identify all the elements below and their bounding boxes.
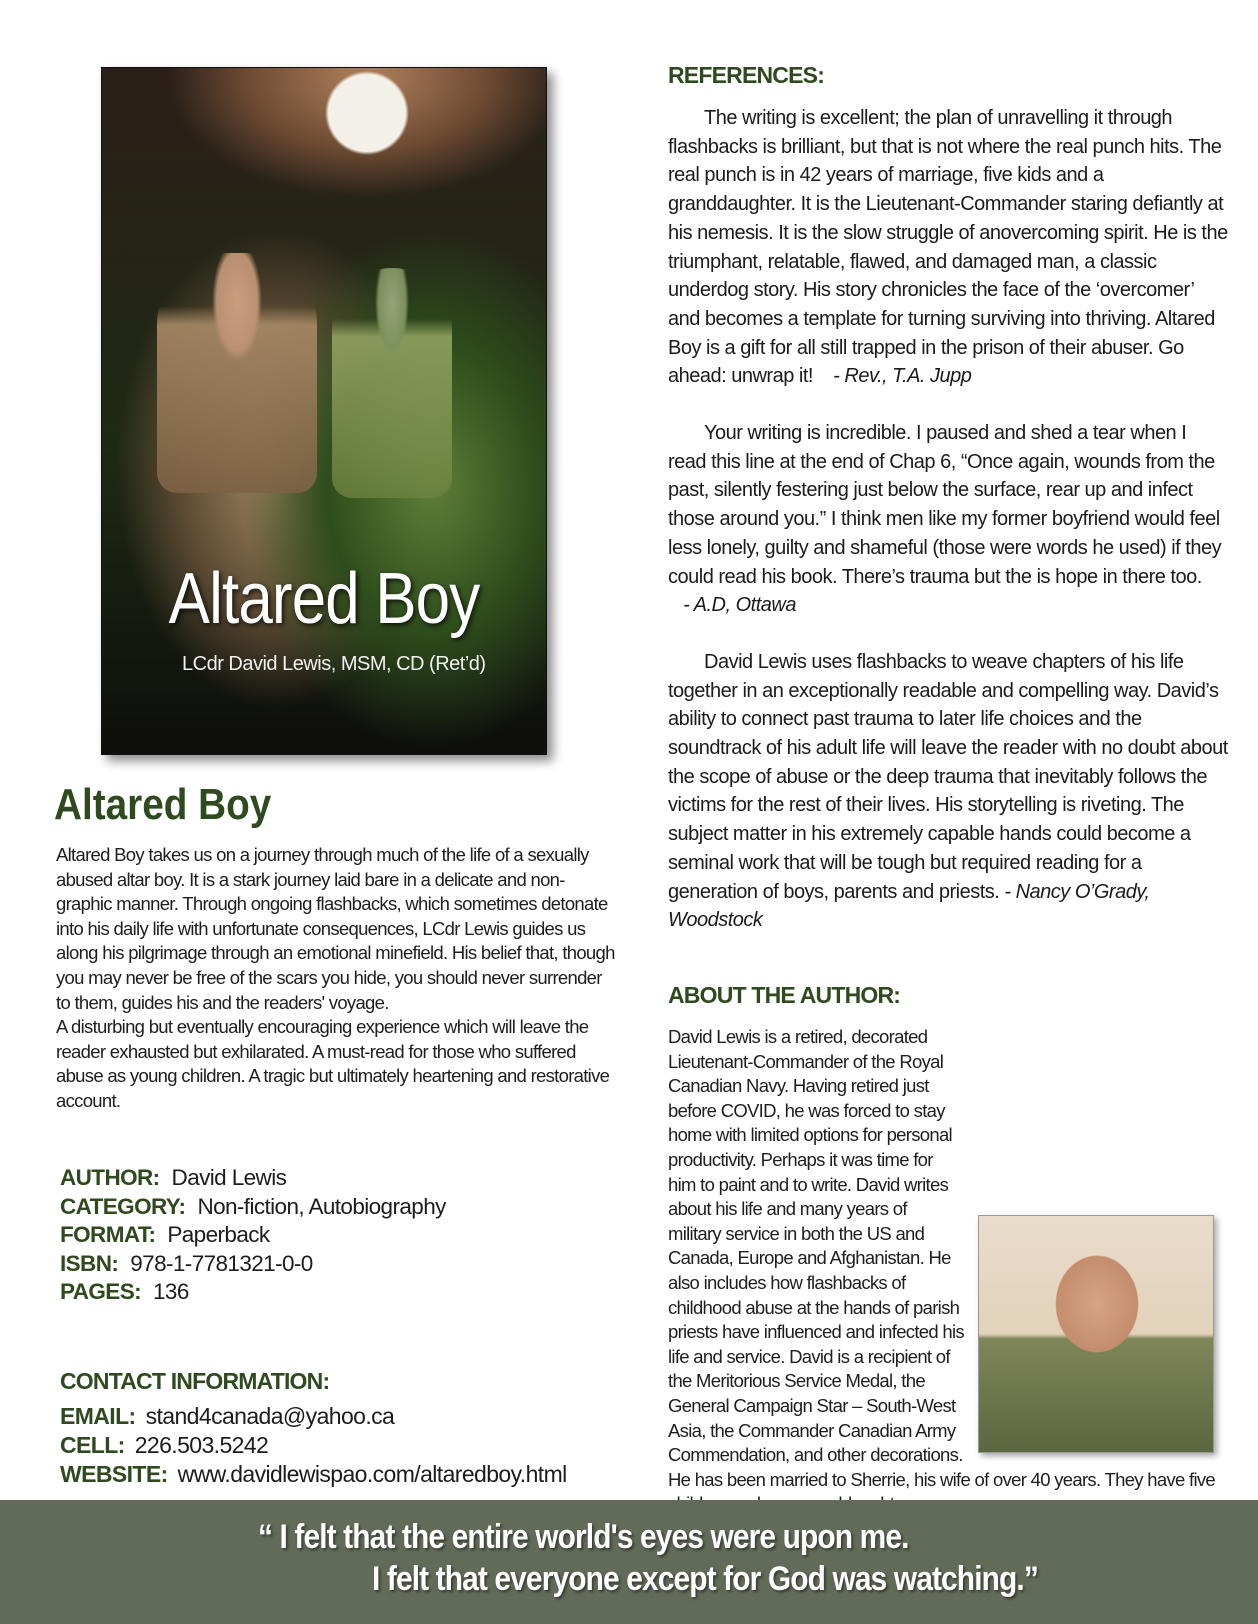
contact-cell: CELL: 226.503.5242 [60, 1432, 269, 1458]
reference-item: Your writing is incredible. I paused and shed a tear when I read this line at the end of Chap 6, “Once again, wounds from the past, silently festering just below the surface, rear up and infect those around you.” I think men like my former boyfriend would feel less lonely, guilty and shameful (those were words he used) if they could read his book. There’s trauma but the is hope in there too. - A.D, Ottawa [668, 422, 1222, 617]
cover-author-line: LCdr David Lewis, MSM, CD (Ret’d) [182, 653, 486, 675]
contact-info [60, 1402, 567, 1489]
synopsis-paragraph: Altared Boy takes us on a journey through much of the life of a sexually abused altar boy. It is a stark journey laid bare in a delicate and non-graphic manner. Through ongoing flashbacks, which sometimes detonate into his daily life with unfortunate consequences, LCdr Lewis guides us along his pilgrimage through an emotional minefield. His belief that, though you may never be free of the scars you hide, you should never surrender to them, guides his and the readers' voyage. [56, 844, 615, 1013]
about-text: David Lewis is a retired, decorated Lieutenant-Commander of the Royal Canadian Navy. Having retired just before COVID, he was forced to stay home with limited options for personal productivity. Perhaps it was time for him to paint and to write. David writes about his life and many years of military service in both the US and Canada, Europe and Afghanistan. He also includes how flashbacks of childhood abuse at the hands of parish priests have influenced and infected his life and service. David is a recipient of the Meritorious Service Medal, the General Campaign Star – South-West Asia, the Commander Canadian Army Commendation, and other decorations. He has been married to Sherrie, his wife of over 40 years. They have five [668, 1026, 1216, 1490]
quote-line-2: I felt that everyone except for God was watching.” [372, 1560, 1038, 1598]
phone-number: 226.503.5242 [134, 1432, 269, 1458]
synopsis [56, 843, 616, 1114]
book-title: Altared Boy [54, 780, 272, 829]
detail-isbn: ISBN: 978-1-7781321-0-0 [60, 1250, 313, 1276]
quote-banner [0, 1500, 1258, 1624]
about-heading: ABOUT THE AUTHOR: [668, 982, 901, 1008]
cover-boy-image [332, 268, 452, 498]
reference-item: David Lewis uses flashbacks to weave chapters of his life together in an exceptionally readable and compelling way. David’s ability to connect past trauma to later life choices and the soundtrack of his adult life will leave the reader with no doubt about the scope of abuse or the deep trauma that inevitably follows the victims for the rest of their lives. His storytelling is riveting. The subject matter in his extremely capable hands could become a seminal work that will be tough but required reading for a generation of boys, parents and priests. - Nancy O’Grady, Woodstock [668, 650, 1228, 932]
contact-email: EMAIL: stand4canada@yahoo.ca [60, 1403, 395, 1429]
book-cover [101, 67, 547, 755]
detail-author: AUTHOR: David Lewis [60, 1165, 287, 1190]
contact-heading: CONTACT INFORMATION: [60, 1368, 330, 1394]
references-heading: REFERENCES: [668, 62, 825, 88]
reference-signature: - Nancy O’Grady, Woodstock [668, 880, 1150, 932]
references [668, 104, 1228, 963]
email-link[interactable]: stand4canada@yahoo.ca [145, 1403, 395, 1429]
detail-format: FORMAT: Paperback [60, 1222, 270, 1247]
cover-title: Altared Boy [168, 559, 480, 639]
contact-website: WEBSITE: www.davidlewispao.com/altaredboy.html [60, 1461, 567, 1487]
author-photo [978, 1215, 1214, 1453]
cover-soldier-image [157, 253, 317, 493]
synopsis-paragraph: A disturbing but eventually encouraging experience which will leave the reader exhausted but exhilarated. A must-read for those who suffered abuse as young children. A tragic but ultimately heartening and restorative account. [56, 1016, 610, 1111]
about-author [668, 1025, 1220, 1517]
reference-item: The writing is excellent; the plan of unravelling it through flashbacks is brilliant, but that is not where the real punch hits. The real punch is in 42 years of marriage, five kids and a granddaughter. It is the Lieutenant-Commander staring defiantly at his nemesis. It is the slow struggle of anovercoming spirit. He is the triumphant, relatable, flawed, and damaged man, a classic underdog story. His story chronicles the face of the ‘overcomer’ and becomes a template for turning surviving into thriving. Altared Boy is a gift for all still trapped in the prison of their abuser. Go ahead: unwrap it! - Rev., T.A. Jupp [668, 107, 1228, 388]
detail-pages: PAGES: 136 [60, 1279, 189, 1304]
website-link[interactable]: www.davidlewispao.com/altaredboy.html [177, 1461, 567, 1487]
book-details [60, 1164, 446, 1307]
detail-category: CATEGORY: Non-fiction, Autobiography [60, 1193, 446, 1219]
reference-signature: - Rev., T.A. Jupp [833, 365, 972, 388]
quote-line-1: “ I felt that the entire world's eyes were upon me. [258, 1518, 909, 1556]
reference-signature: - A.D, Ottawa [683, 594, 796, 617]
